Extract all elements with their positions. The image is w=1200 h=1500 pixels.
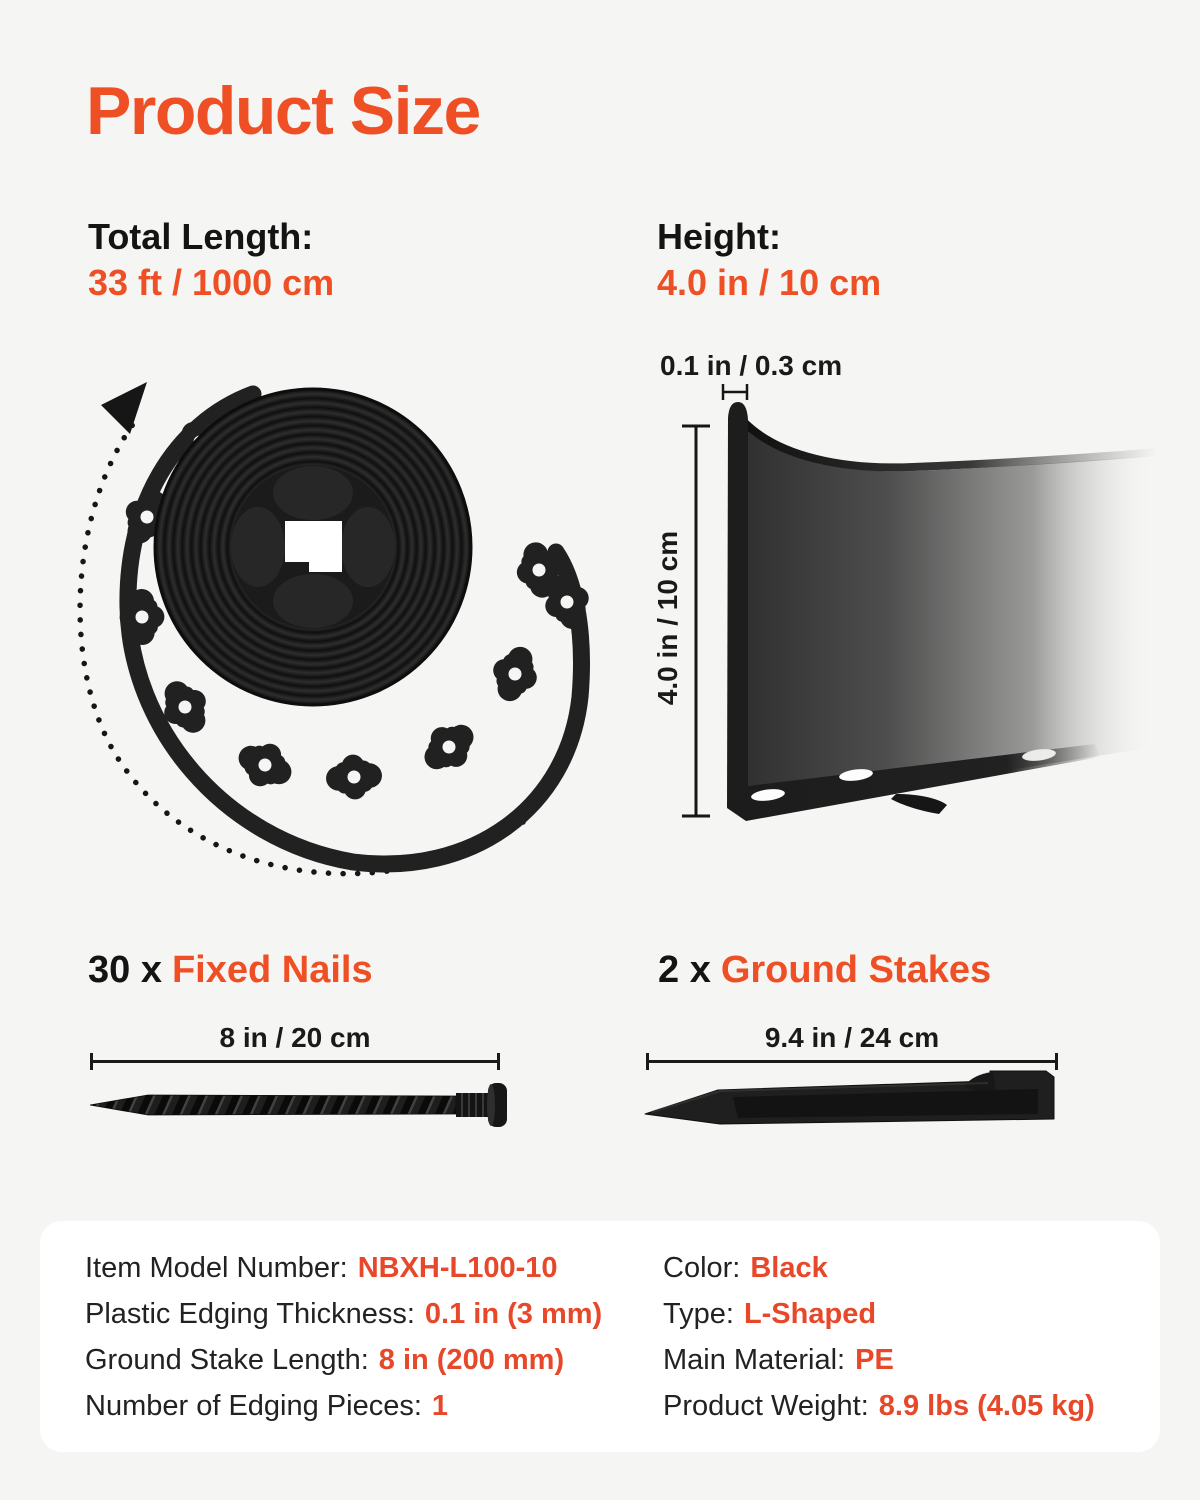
spec-value: PE — [855, 1344, 894, 1376]
spec-value: 1 — [431, 1390, 449, 1422]
spec-label: Ground Stake Length: — [85, 1344, 369, 1376]
nail-dim-line — [90, 1053, 500, 1070]
edging-coil-illustration — [46, 360, 641, 905]
nails-heading — [88, 948, 373, 992]
spec-row-type — [663, 1291, 1095, 1337]
details-right-column — [663, 1245, 1095, 1429]
nails-name: Fixed Nails — [171, 949, 373, 991]
total-length-heading — [88, 214, 334, 306]
stakes-name: Ground Stakes — [720, 949, 992, 991]
nails-count: 30 x — [88, 949, 162, 991]
spec-value: NBXH-L100-10 — [357, 1252, 558, 1284]
spec-row-stake-length — [85, 1337, 602, 1383]
spec-row-model — [85, 1245, 602, 1291]
details-panel — [40, 1221, 1160, 1452]
spec-value: 0.1 in (3 mm) — [424, 1298, 603, 1330]
spec-row-pieces — [85, 1383, 602, 1429]
spec-value: Black — [750, 1252, 828, 1284]
spec-label: Plastic Edging Thickness: — [85, 1298, 415, 1330]
spec-row-weight — [663, 1383, 1095, 1429]
spec-label: Item Model Number: — [85, 1252, 348, 1284]
height-label: Height: — [657, 216, 781, 257]
total-length-label: Total Length: — [88, 216, 314, 257]
spec-label: Type: — [663, 1298, 734, 1330]
spec-row-thickness — [85, 1291, 602, 1337]
page-title: Product Size — [86, 73, 480, 149]
height-heading — [657, 214, 881, 306]
thickness-dim-label: 0.1 in / 0.3 cm — [660, 350, 843, 381]
stakes-heading — [658, 948, 991, 992]
nail-length-dim-label: 8 in / 20 cm — [219, 1022, 371, 1053]
ground-stake-illustration — [638, 1064, 1068, 1132]
fixed-nail-illustration — [84, 1076, 514, 1134]
spec-row-color — [663, 1245, 1095, 1291]
spec-label: Color: — [663, 1252, 741, 1284]
edging-height-dim-label: 4.0 in / 10 cm — [652, 530, 683, 706]
spec-value: L-Shaped — [743, 1298, 877, 1330]
total-length-value: 33 ft / 1000 cm — [88, 262, 335, 303]
spec-row-material — [663, 1337, 1095, 1383]
details-left-column — [85, 1245, 602, 1429]
spec-value: 8.9 lbs (4.05 kg) — [878, 1390, 1095, 1422]
stake-length-dim-label: 9.4 in / 24 cm — [764, 1022, 940, 1053]
rotation-arrow-icon — [101, 382, 147, 434]
spec-label: Number of Edging Pieces: — [85, 1390, 422, 1422]
stakes-count: 2 x — [658, 949, 711, 991]
edging-profile-illustration — [648, 396, 1168, 846]
spec-label: Product Weight: — [663, 1390, 869, 1422]
spec-label: Main Material: — [663, 1344, 846, 1376]
spec-value: 8 in (200 mm) — [378, 1344, 565, 1376]
height-value: 4.0 in / 10 cm — [657, 262, 882, 303]
